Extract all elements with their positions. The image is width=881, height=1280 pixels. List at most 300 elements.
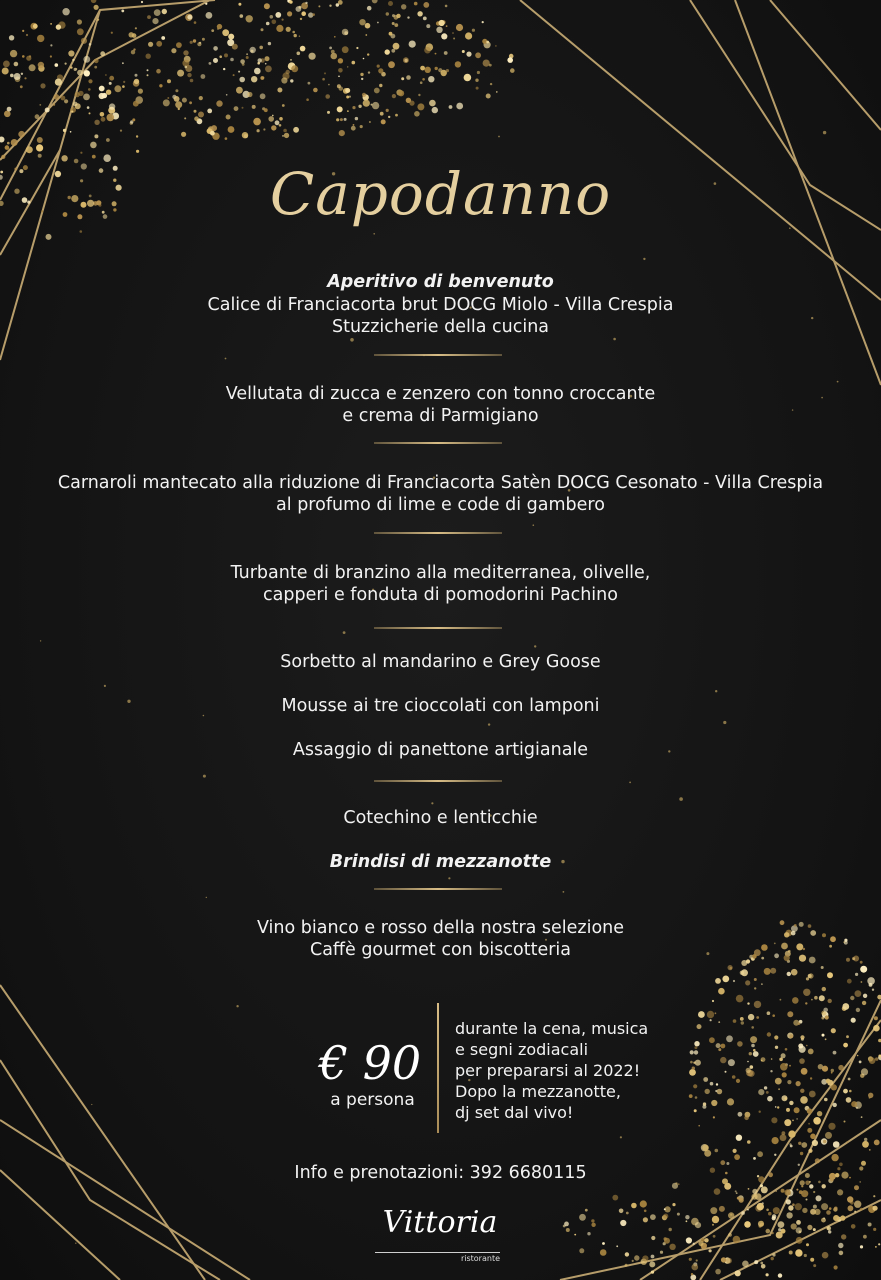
menu-line: Mousse ai tre cioccolati con lamponi bbox=[281, 696, 600, 716]
confetti-dot bbox=[225, 137, 228, 140]
confetti-dot bbox=[300, 46, 306, 52]
confetti-dot bbox=[329, 5, 331, 7]
confetti-dot bbox=[695, 1222, 701, 1228]
confetti-dot bbox=[775, 1106, 777, 1108]
confetti-dot bbox=[136, 135, 138, 137]
confetti-dot bbox=[868, 1223, 872, 1227]
confetti-dot bbox=[236, 87, 243, 94]
confetti-dot bbox=[211, 29, 214, 32]
confetti-dot bbox=[786, 1108, 790, 1112]
confetti-dot bbox=[851, 1018, 856, 1023]
menu-line: al profumo di lime e code di gambero bbox=[276, 495, 605, 515]
confetti-dot bbox=[374, 88, 380, 94]
confetti-dot bbox=[785, 1048, 788, 1051]
gold-divider bbox=[374, 780, 502, 782]
confetti-dot bbox=[37, 137, 43, 143]
confetti-dot bbox=[308, 82, 311, 85]
confetti-dot bbox=[26, 34, 28, 36]
confetti-dot bbox=[813, 1117, 821, 1125]
confetti-dot bbox=[203, 775, 206, 778]
confetti-dot bbox=[784, 1097, 787, 1100]
confetti-dot bbox=[293, 127, 299, 133]
confetti-dot bbox=[823, 1140, 826, 1143]
confetti-dot bbox=[246, 53, 248, 55]
confetti-dot bbox=[873, 1228, 876, 1231]
confetti-dot bbox=[33, 24, 38, 29]
confetti-dot bbox=[823, 1217, 825, 1219]
confetti-dot bbox=[828, 1123, 835, 1130]
confetti-dot bbox=[343, 631, 346, 634]
confetti-dot bbox=[102, 93, 107, 98]
confetti-dot bbox=[826, 1210, 831, 1215]
confetti-dot bbox=[209, 62, 212, 65]
confetti-dot bbox=[50, 44, 52, 46]
confetti-dot bbox=[449, 105, 453, 109]
confetti-dot bbox=[796, 1237, 803, 1244]
confetti-dot bbox=[626, 1212, 629, 1215]
menu-line: Stuzzicherie della cucina bbox=[331, 317, 550, 337]
confetti-dot bbox=[612, 1195, 618, 1201]
confetti-dot bbox=[757, 1151, 763, 1157]
confetti-dot bbox=[89, 43, 92, 46]
confetti-dot bbox=[222, 29, 229, 36]
confetti-dot bbox=[738, 1112, 743, 1117]
confetti-dot bbox=[409, 41, 416, 48]
confetti-dot bbox=[417, 11, 422, 16]
confetti-dot bbox=[747, 1002, 749, 1004]
confetti-dot bbox=[686, 1220, 688, 1222]
confetti-dot bbox=[246, 15, 253, 22]
confetti-dot bbox=[80, 230, 83, 233]
confetti-dot bbox=[718, 988, 725, 995]
confetti-dot bbox=[342, 46, 349, 53]
event-note-line: per prepararsi al 2022! bbox=[455, 1061, 641, 1080]
confetti-dot bbox=[392, 22, 395, 25]
confetti-dot bbox=[801, 1068, 808, 1075]
confetti-dot bbox=[587, 1232, 590, 1235]
confetti-dot bbox=[677, 1213, 680, 1216]
confetti-dot bbox=[814, 996, 818, 1000]
confetti-dot bbox=[88, 88, 91, 91]
confetti-dot bbox=[38, 62, 44, 68]
confetti-dot bbox=[380, 112, 384, 116]
confetti-dot bbox=[275, 120, 280, 125]
confetti-dot bbox=[714, 1188, 721, 1195]
confetti-dot bbox=[147, 15, 151, 19]
confetti-dot bbox=[829, 1207, 832, 1210]
confetti-dot bbox=[860, 1208, 863, 1211]
confetti-dot bbox=[388, 1, 393, 6]
confetti-dot bbox=[242, 132, 248, 138]
confetti-dot bbox=[88, 79, 92, 83]
confetti-dot bbox=[420, 81, 423, 84]
confetti-dot bbox=[488, 723, 490, 725]
confetti-dot bbox=[807, 1108, 813, 1114]
confetti-dot bbox=[813, 1228, 816, 1231]
confetti-dot bbox=[789, 1065, 791, 1067]
confetti-dot bbox=[10, 50, 17, 57]
confetti-dot bbox=[73, 102, 78, 107]
confetti-dot bbox=[861, 1068, 868, 1075]
confetti-dot bbox=[291, 65, 298, 72]
confetti-dot bbox=[338, 68, 343, 73]
confetti-dot bbox=[678, 1183, 680, 1185]
confetti-dot bbox=[735, 1270, 741, 1276]
confetti-dot bbox=[1, 155, 5, 159]
confetti-dot bbox=[240, 14, 244, 18]
confetti-dot bbox=[732, 1075, 736, 1079]
confetti-dot bbox=[56, 24, 61, 29]
confetti-dot bbox=[190, 79, 194, 83]
confetti-dot bbox=[167, 97, 169, 99]
confetti-dot bbox=[369, 121, 371, 123]
confetti-dot bbox=[83, 56, 90, 63]
confetti-dot bbox=[806, 1045, 808, 1047]
confetti-dot bbox=[490, 83, 492, 85]
confetti-dot bbox=[739, 1198, 744, 1203]
confetti-dot bbox=[806, 1243, 809, 1246]
confetti-dot bbox=[352, 61, 356, 65]
confetti-dot bbox=[78, 91, 83, 96]
confetti-dot bbox=[778, 1221, 785, 1228]
confetti-dot bbox=[721, 1257, 726, 1262]
confetti-dot bbox=[764, 1086, 767, 1089]
confetti-dot bbox=[760, 1262, 763, 1265]
menu-line: Vellutata di zucca e zenzero con tonno croccante bbox=[225, 384, 656, 404]
confetti-dot bbox=[50, 23, 52, 25]
confetti-dot bbox=[286, 70, 290, 74]
confetti-dot bbox=[262, 77, 264, 79]
confetti-dot bbox=[253, 118, 261, 126]
confetti-dot bbox=[672, 1203, 675, 1206]
confetti-dot bbox=[750, 1036, 757, 1043]
confetti-dot bbox=[755, 1193, 762, 1200]
confetti-dot bbox=[808, 1123, 810, 1125]
restaurant-logo-subtitle: ristorante bbox=[375, 1252, 500, 1263]
confetti-dot bbox=[496, 91, 498, 93]
confetti-dot bbox=[620, 1136, 622, 1138]
confetti-dot bbox=[860, 966, 867, 973]
confetti-dot bbox=[533, 524, 535, 526]
confetti-dot bbox=[264, 3, 270, 9]
confetti-dot bbox=[61, 96, 66, 101]
confetti-dot bbox=[62, 8, 69, 15]
confetti-dot bbox=[754, 1001, 761, 1008]
confetti-dot bbox=[441, 33, 447, 39]
confetti-dot bbox=[20, 85, 23, 88]
price-unit: a persona bbox=[330, 1090, 415, 1110]
confetti-dot bbox=[240, 59, 245, 64]
confetti-dot bbox=[84, 70, 90, 76]
confetti-dot bbox=[685, 1215, 689, 1219]
confetti-dot bbox=[475, 79, 478, 82]
confetti-dot bbox=[813, 1191, 815, 1193]
confetti-dot bbox=[252, 105, 256, 109]
confetti-dot bbox=[176, 42, 182, 48]
confetti-dot bbox=[679, 797, 683, 801]
confetti-dot bbox=[801, 1185, 803, 1187]
confetti-dot bbox=[271, 125, 276, 130]
confetti-dot bbox=[325, 94, 330, 99]
confetti-dot bbox=[94, 120, 99, 125]
confetti-dot bbox=[324, 72, 326, 74]
confetti-dot bbox=[694, 1109, 697, 1112]
confetti-dot bbox=[339, 130, 345, 136]
confetti-dot bbox=[373, 233, 375, 235]
confetti-dot bbox=[709, 1037, 715, 1043]
confetti-dot bbox=[798, 1044, 803, 1049]
confetti-dot bbox=[75, 1243, 76, 1244]
confetti-dot bbox=[10, 74, 14, 78]
confetti-dot bbox=[24, 77, 26, 79]
confetti-dot bbox=[462, 50, 465, 53]
confetti-dot bbox=[414, 111, 420, 117]
confetti-dot bbox=[392, 94, 396, 98]
confetti-dot bbox=[874, 1140, 880, 1146]
confetti-dot bbox=[854, 1211, 856, 1213]
confetti-dot bbox=[792, 1120, 794, 1122]
confetti-dot bbox=[713, 1116, 715, 1118]
confetti-dot bbox=[201, 74, 206, 79]
confetti-dot bbox=[219, 55, 222, 58]
confetti-dot bbox=[873, 1206, 878, 1211]
confetti-dot bbox=[265, 56, 270, 61]
confetti-dot bbox=[822, 1034, 825, 1037]
confetti-dot bbox=[441, 70, 447, 76]
confetti-dot bbox=[761, 983, 763, 985]
confetti-dot bbox=[378, 68, 383, 73]
confetti-dot bbox=[407, 16, 409, 18]
confetti-dot bbox=[7, 107, 12, 112]
confetti-dot bbox=[816, 1195, 822, 1201]
menu-line: Sorbetto al mandarino e Grey Goose bbox=[280, 652, 601, 672]
confetti-dot bbox=[292, 31, 295, 34]
confetti-dot bbox=[862, 1001, 866, 1005]
confetti-dot bbox=[358, 105, 361, 108]
confetti-dot bbox=[353, 124, 355, 126]
confetti-dot bbox=[722, 976, 729, 983]
confetti-dot bbox=[55, 63, 59, 67]
confetti-dot bbox=[690, 1275, 696, 1280]
confetti-dot bbox=[847, 1196, 853, 1202]
confetti-dot bbox=[806, 977, 809, 980]
confetti-dot bbox=[794, 1107, 800, 1113]
confetti-dot bbox=[825, 1132, 832, 1139]
confetti-dot bbox=[640, 1200, 647, 1207]
confetti-dot bbox=[767, 1011, 771, 1015]
confetti-dot bbox=[268, 116, 274, 122]
confetti-dot bbox=[796, 1081, 801, 1086]
confetti-dot bbox=[99, 86, 105, 92]
confetti-dot bbox=[422, 78, 425, 81]
confetti-dot bbox=[802, 1208, 807, 1213]
confetti-dot bbox=[199, 96, 203, 100]
confetti-dot bbox=[238, 3, 241, 6]
confetti-dot bbox=[177, 70, 184, 77]
gold-vertical-divider bbox=[437, 1003, 439, 1133]
confetti-dot bbox=[754, 1260, 758, 1264]
confetti-dot bbox=[789, 1143, 791, 1145]
confetti-dot bbox=[831, 1154, 838, 1161]
confetti-dot bbox=[746, 1068, 751, 1073]
confetti-dot bbox=[261, 28, 264, 31]
confetti-dot bbox=[878, 1243, 880, 1245]
confetti-dot bbox=[644, 1210, 647, 1213]
confetti-dot bbox=[456, 103, 463, 110]
confetti-dot bbox=[424, 47, 431, 54]
restaurant-logo: Vittoria bbox=[382, 1205, 498, 1240]
confetti-dot bbox=[822, 987, 826, 991]
confetti-dot bbox=[420, 66, 425, 71]
confetti-dot bbox=[838, 1065, 844, 1071]
confetti-dot bbox=[283, 129, 287, 133]
confetti-dot bbox=[388, 116, 390, 118]
confetti-dot bbox=[749, 1052, 752, 1055]
confetti-dot bbox=[810, 1077, 812, 1079]
confetti-dot bbox=[808, 1149, 812, 1153]
gold-divider bbox=[374, 354, 502, 356]
confetti-dot bbox=[483, 60, 490, 67]
confetti-dot bbox=[770, 968, 776, 974]
confetti-dot bbox=[435, 53, 437, 55]
confetti-dot bbox=[737, 1041, 743, 1047]
confetti-dot bbox=[336, 118, 339, 121]
confetti-dot bbox=[744, 1221, 751, 1228]
confetti-dot bbox=[360, 73, 363, 76]
confetti-dot bbox=[107, 114, 115, 122]
confetti-dot bbox=[367, 53, 369, 55]
confetti-dot bbox=[207, 109, 212, 114]
confetti-dot bbox=[715, 690, 717, 692]
confetti-dot bbox=[860, 961, 863, 964]
confetti-dot bbox=[669, 1244, 675, 1250]
confetti-dot bbox=[70, 66, 72, 68]
confetti-dot bbox=[574, 1234, 576, 1236]
confetti-dot bbox=[100, 112, 105, 117]
confetti-dot bbox=[431, 802, 433, 804]
confetti-dot bbox=[837, 1189, 843, 1195]
confetti-dot bbox=[94, 134, 98, 138]
confetti-dot bbox=[629, 782, 631, 784]
confetti-dot bbox=[257, 129, 260, 132]
confetti-dot bbox=[833, 1051, 837, 1055]
confetti-dot bbox=[796, 1118, 798, 1120]
confetti-dot bbox=[133, 48, 135, 50]
confetti-dot bbox=[476, 87, 479, 90]
confetti-dot bbox=[72, 59, 74, 61]
confetti-dot bbox=[448, 877, 450, 879]
confetti-dot bbox=[823, 131, 826, 134]
confetti-dot bbox=[417, 103, 424, 110]
confetti-dot bbox=[693, 1084, 697, 1088]
confetti-dot bbox=[37, 35, 44, 42]
event-note-line: e segni zodiacali bbox=[455, 1040, 589, 1059]
confetti-dot bbox=[809, 1184, 813, 1188]
confetti-dot bbox=[466, 52, 471, 57]
confetti-dot bbox=[828, 1230, 831, 1233]
confetti-dot bbox=[869, 1057, 876, 1064]
confetti-dot bbox=[268, 42, 271, 45]
confetti-dot bbox=[801, 1142, 807, 1148]
confetti-dot bbox=[764, 968, 771, 975]
confetti-dot bbox=[394, 23, 398, 27]
confetti-dot bbox=[132, 118, 135, 121]
confetti-dot bbox=[778, 1228, 781, 1231]
confetti-dot bbox=[22, 30, 24, 32]
confetti-dot bbox=[733, 1149, 737, 1153]
confetti-dot bbox=[259, 46, 263, 50]
confetti-dot bbox=[247, 92, 252, 97]
confetti-dot bbox=[359, 19, 365, 25]
confetti-dot bbox=[840, 1215, 845, 1220]
confetti-dot bbox=[223, 68, 225, 70]
confetti-dot bbox=[40, 640, 41, 641]
menu-line: Vino bianco e rosso della nostra selezione bbox=[256, 918, 625, 938]
confetti-dot bbox=[346, 96, 349, 99]
confetti-dot bbox=[694, 1041, 699, 1046]
confetti-dot bbox=[766, 1229, 771, 1234]
confetti-dot bbox=[275, 12, 281, 18]
confetti-dot bbox=[787, 1080, 791, 1084]
confetti-dot bbox=[162, 9, 167, 14]
confetti-dot bbox=[619, 1209, 624, 1214]
confetti-dot bbox=[591, 1219, 594, 1222]
confetti-dot bbox=[579, 1214, 586, 1221]
confetti-dot bbox=[741, 1211, 745, 1215]
confetti-dot bbox=[842, 1003, 849, 1010]
confetti-dot bbox=[831, 1028, 836, 1033]
confetti-dot bbox=[692, 1067, 695, 1070]
confetti-dot bbox=[780, 999, 782, 1001]
confetti-dot bbox=[698, 1125, 700, 1127]
confetti-dot bbox=[251, 76, 257, 82]
confetti-dot bbox=[703, 1077, 708, 1082]
confetti-dot bbox=[159, 84, 162, 87]
confetti-dot bbox=[123, 81, 125, 83]
confetti-dot bbox=[747, 1061, 749, 1063]
confetti-dot bbox=[272, 20, 277, 25]
confetti-dot bbox=[306, 98, 309, 101]
confetti-dot bbox=[747, 1209, 749, 1211]
confetti-dot bbox=[206, 897, 207, 898]
confetti-dot bbox=[258, 58, 262, 62]
confetti-dot bbox=[18, 131, 25, 138]
confetti-dot bbox=[786, 1199, 791, 1204]
confetti-dot bbox=[789, 1034, 793, 1038]
confetti-dot bbox=[792, 997, 799, 1004]
confetti-dot bbox=[751, 1044, 755, 1048]
confetti-dot bbox=[810, 1134, 816, 1140]
confetti-dot bbox=[625, 1252, 629, 1256]
confetti-dot bbox=[90, 142, 97, 149]
confetti-dot bbox=[334, 36, 336, 38]
confetti-dot bbox=[495, 45, 497, 47]
confetti-dot bbox=[863, 1235, 867, 1239]
event-note-line: durante la cena, musica bbox=[455, 1019, 649, 1038]
confetti-dot bbox=[257, 62, 260, 65]
confetti-dot bbox=[226, 115, 231, 120]
confetti-dot bbox=[787, 1011, 793, 1017]
confetti-dot bbox=[456, 24, 463, 31]
confetti-dot bbox=[91, 1104, 92, 1105]
confetti-dot bbox=[135, 74, 138, 77]
confetti-dot bbox=[772, 1137, 779, 1144]
confetti-dot bbox=[372, 102, 379, 109]
confetti-dot bbox=[689, 1258, 692, 1261]
confetti-dot bbox=[294, 34, 297, 37]
confetti-dot bbox=[282, 135, 284, 137]
confetti-dot bbox=[750, 1065, 754, 1069]
